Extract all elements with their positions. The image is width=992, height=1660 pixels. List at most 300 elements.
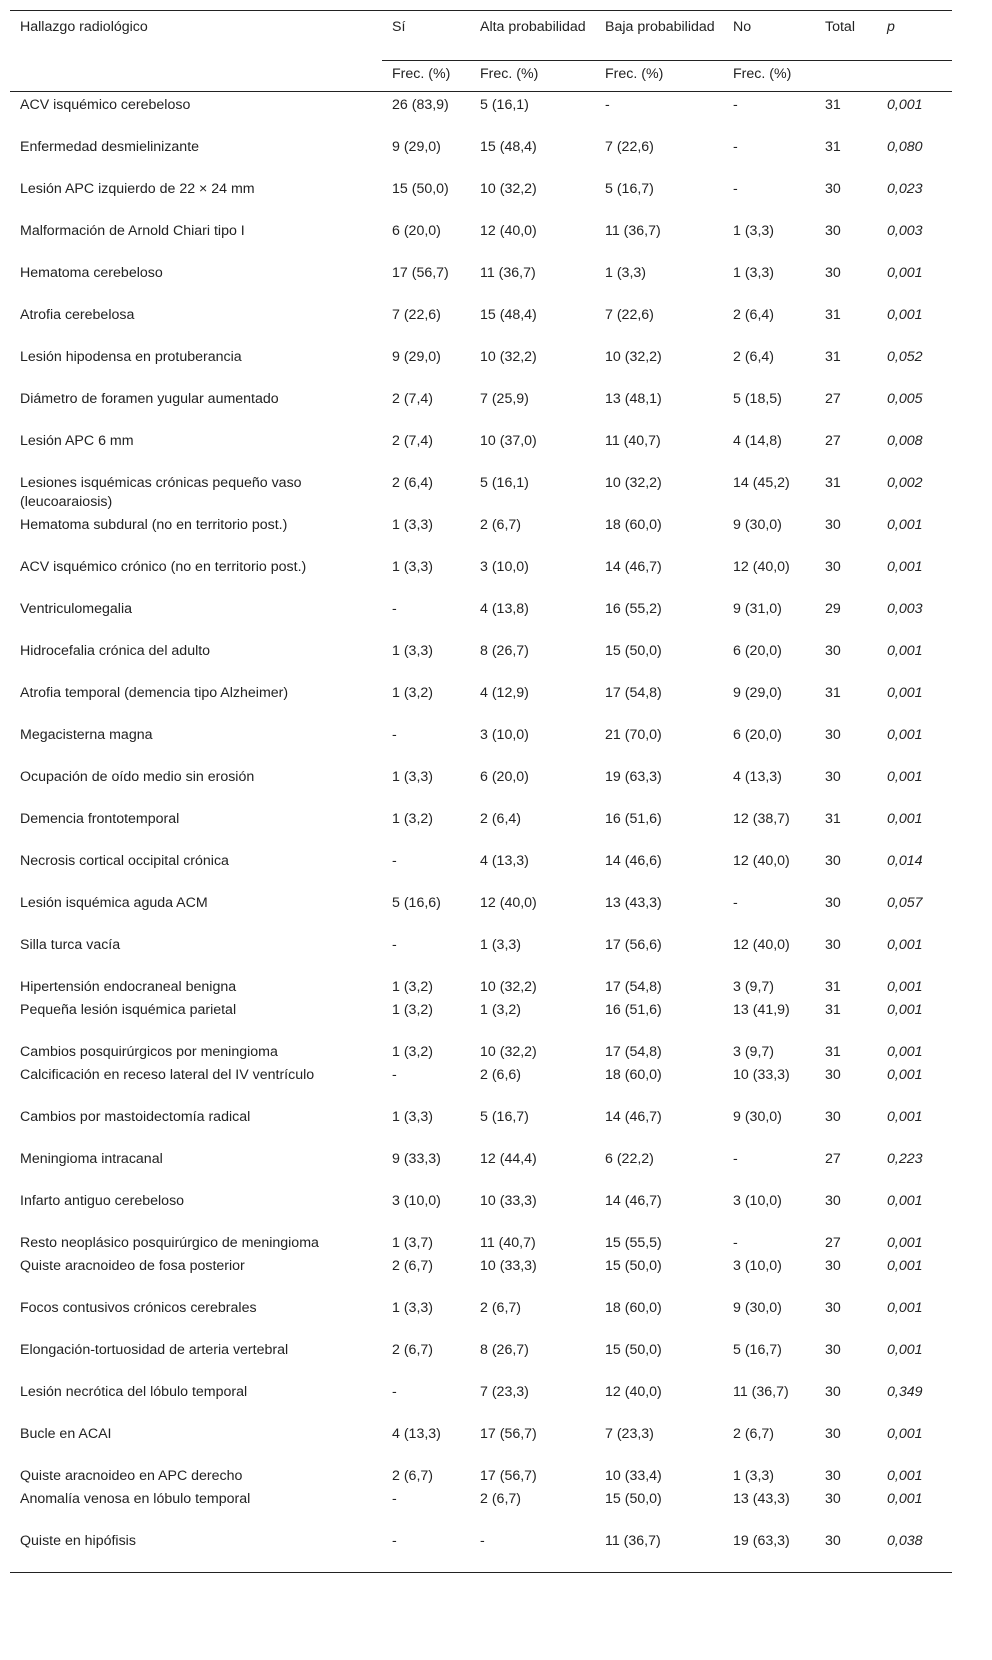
cell-p: 0,001 bbox=[887, 769, 923, 785]
table-row bbox=[10, 638, 952, 680]
cell-no: 10 (33,3) bbox=[733, 1067, 790, 1083]
cell-finding: Quiste aracnoideo de fosa posterior bbox=[20, 1258, 245, 1274]
cell-finding: Hematoma cerebeloso bbox=[20, 265, 163, 281]
cell-p: 0,001 bbox=[887, 1426, 923, 1442]
subheader-si: Frec. (%) bbox=[382, 61, 470, 92]
cell-p: 0,001 bbox=[887, 1067, 923, 1083]
cell-finding: Pequeña lesión isquémica parietal bbox=[20, 1002, 237, 1018]
cell-si: 9 (29,0) bbox=[392, 139, 441, 155]
cell-finding: Atrofia temporal (demencia tipo Alzheimer) bbox=[20, 685, 289, 701]
cell-finding: Silla turca vacía bbox=[20, 937, 121, 953]
cell-alta: 10 (37,0) bbox=[480, 433, 537, 449]
cell-finding: Demencia frontotemporal bbox=[20, 811, 180, 827]
cell-p: 0,052 bbox=[887, 349, 923, 365]
cell-finding: Quiste en hipófisis bbox=[10, 1528, 382, 1573]
header-row bbox=[10, 11, 952, 61]
cell-no: 3 (9,7) bbox=[733, 979, 775, 995]
cell-finding: Hematoma subdural (no en territorio post.) bbox=[20, 517, 288, 533]
cell-no: 2 (6,7) bbox=[733, 1426, 775, 1442]
cell-alta: 4 (13,8) bbox=[480, 601, 529, 617]
cell-alta: 10 (32,2) bbox=[480, 349, 537, 365]
cell-finding: Atrofia cerebelosa bbox=[20, 307, 135, 323]
cell-alta: 1 (3,2) bbox=[480, 1002, 522, 1018]
header-p: p bbox=[877, 11, 952, 61]
cell-finding: Cambios posquirúrgicos por meningioma bbox=[20, 1044, 278, 1060]
header-si: Sí bbox=[382, 11, 470, 61]
cell-total: 31 bbox=[825, 475, 841, 491]
cell-no: 5 (18,5) bbox=[733, 391, 782, 407]
cell-si: 1 (3,3) bbox=[392, 643, 434, 659]
subheader-baja: Frec. (%) bbox=[595, 61, 723, 92]
header-baja: Baja probabilidad bbox=[595, 11, 723, 61]
cell-total: 30 bbox=[825, 769, 841, 785]
cell-no: 4 (13,3) bbox=[733, 769, 782, 785]
header-alta: Alta probabilidad bbox=[470, 11, 595, 61]
cell-baja: 6 (22,2) bbox=[605, 1151, 654, 1167]
radiology-findings-table bbox=[10, 10, 952, 1573]
cell-baja: 13 (48,1) bbox=[605, 391, 662, 407]
cell-no: 1 (3,3) bbox=[733, 223, 775, 239]
cell-si: 26 (83,9) bbox=[392, 97, 449, 113]
cell-p: 0,001 bbox=[887, 1300, 923, 1316]
header-total: Total bbox=[815, 11, 877, 61]
cell-baja: - bbox=[605, 97, 610, 113]
table-body bbox=[10, 92, 952, 1573]
cell-no: 12 (40,0) bbox=[733, 559, 790, 575]
cell-p: 0,001 bbox=[887, 1468, 923, 1484]
cell-p: 0,349 bbox=[887, 1384, 923, 1400]
cell-finding: Meningioma intracanal bbox=[20, 1151, 163, 1167]
cell-alta: 10 (32,2) bbox=[480, 181, 537, 197]
cell-no: - bbox=[733, 895, 738, 911]
cell-si: - bbox=[392, 727, 397, 743]
cell-baja: 17 (54,8) bbox=[605, 1044, 662, 1060]
cell-total: 27 bbox=[825, 391, 841, 407]
cell-baja: 21 (70,0) bbox=[605, 727, 662, 743]
table-row bbox=[10, 1146, 952, 1188]
cell-total: 30 bbox=[815, 1528, 877, 1573]
cell-no: 1 (3,3) bbox=[733, 1468, 775, 1484]
table-row bbox=[10, 890, 952, 932]
cell-alta: 7 (23,3) bbox=[480, 1384, 529, 1400]
table-row bbox=[10, 1230, 952, 1253]
cell-p: 0,023 bbox=[887, 181, 923, 197]
cell-si: 3 (10,0) bbox=[392, 1193, 441, 1209]
cell-no: 12 (38,7) bbox=[733, 811, 790, 827]
table-row bbox=[10, 596, 952, 638]
cell-si: 2 (6,7) bbox=[392, 1342, 434, 1358]
subheader-total-empty bbox=[815, 61, 877, 92]
cell-si: 2 (6,7) bbox=[392, 1468, 434, 1484]
cell-alta: 17 (56,7) bbox=[480, 1426, 537, 1442]
cell-no: 2 (6,4) bbox=[733, 307, 775, 323]
table-row bbox=[10, 1062, 952, 1104]
cell-si: 1 (3,7) bbox=[392, 1235, 434, 1251]
cell-alta: 12 (40,0) bbox=[480, 895, 537, 911]
cell-p: 0,001 bbox=[887, 1235, 923, 1251]
cell-p: 0,003 bbox=[887, 601, 923, 617]
cell-total: 30 bbox=[825, 643, 841, 659]
table-row bbox=[10, 1528, 952, 1573]
cell-no: 3 (10,0) bbox=[733, 1258, 782, 1274]
cell-total: 30 bbox=[825, 1491, 841, 1507]
table-row bbox=[10, 764, 952, 806]
cell-no: 1 (3,3) bbox=[733, 265, 775, 281]
cell-finding: Infarto antiguo cerebeloso bbox=[20, 1193, 185, 1209]
cell-p: 0,001 bbox=[887, 1044, 923, 1060]
cell-alta: 10 (32,2) bbox=[480, 1044, 537, 1060]
cell-p: 0,001 bbox=[887, 643, 923, 659]
cell-no: 14 (45,2) bbox=[733, 475, 790, 491]
cell-alta: 2 (6,6) bbox=[480, 1067, 522, 1083]
cell-alta: 11 (36,7) bbox=[480, 265, 536, 281]
cell-no: 11 (36,7) bbox=[733, 1384, 789, 1400]
cell-p: 0,001 bbox=[887, 1491, 923, 1507]
cell-p: 0,001 bbox=[887, 685, 923, 701]
cell-si: - bbox=[392, 1384, 397, 1400]
cell-si: 1 (3,2) bbox=[392, 979, 434, 995]
cell-alta: 2 (6,4) bbox=[480, 811, 522, 827]
cell-no: 19 (63,3) bbox=[723, 1528, 815, 1573]
cell-baja: 13 (43,3) bbox=[605, 895, 662, 911]
cell-alta: 5 (16,1) bbox=[480, 475, 529, 491]
cell-p: 0,057 bbox=[887, 895, 923, 911]
cell-total: 30 bbox=[825, 1067, 841, 1083]
cell-finding: Cambios por mastoidectomía radical bbox=[20, 1109, 251, 1125]
cell-si: 1 (3,3) bbox=[392, 1109, 434, 1125]
cell-p: 0,005 bbox=[887, 391, 923, 407]
table-row bbox=[10, 806, 952, 848]
cell-baja: 7 (22,6) bbox=[605, 139, 654, 155]
cell-total: 27 bbox=[825, 433, 841, 449]
cell-baja: 11 (36,7) bbox=[595, 1528, 723, 1573]
cell-baja: 12 (40,0) bbox=[605, 1384, 662, 1400]
cell-alta: 5 (16,7) bbox=[480, 1109, 529, 1125]
cell-p: 0,014 bbox=[887, 853, 923, 869]
cell-total: 30 bbox=[825, 937, 841, 953]
cell-si: 15 (50,0) bbox=[392, 181, 449, 197]
cell-baja: 5 (16,7) bbox=[605, 181, 654, 197]
cell-finding: Lesiones isquémicas crónicas pequeño vaso (leucoaraiosis) bbox=[20, 475, 302, 510]
cell-alta: 15 (48,4) bbox=[480, 307, 537, 323]
cell-si: 1 (3,3) bbox=[392, 559, 434, 575]
results-table-container bbox=[10, 10, 952, 1573]
cell-alta: 1 (3,3) bbox=[480, 937, 522, 953]
cell-alta: 8 (26,7) bbox=[480, 1342, 529, 1358]
table-row bbox=[10, 344, 952, 386]
table-row bbox=[10, 92, 952, 135]
cell-total: 30 bbox=[825, 223, 841, 239]
cell-p: 0,001 bbox=[887, 559, 923, 575]
cell-baja: 11 (36,7) bbox=[605, 223, 661, 239]
table-row bbox=[10, 1039, 952, 1062]
subheader-no: Frec. (%) bbox=[723, 61, 815, 92]
table-row bbox=[10, 1337, 952, 1379]
cell-baja: 14 (46,7) bbox=[605, 1193, 662, 1209]
cell-total: 30 bbox=[825, 1258, 841, 1274]
cell-total: 27 bbox=[825, 1235, 841, 1251]
cell-si: 17 (56,7) bbox=[392, 265, 449, 281]
table-row bbox=[10, 470, 952, 512]
cell-finding: Ocupación de oído medio sin erosión bbox=[20, 769, 255, 785]
cell-no: - bbox=[733, 139, 738, 155]
table-row bbox=[10, 512, 952, 554]
cell-si: 6 (20,0) bbox=[392, 223, 441, 239]
cell-p: 0,001 bbox=[887, 265, 923, 281]
cell-si: 9 (29,0) bbox=[392, 349, 441, 365]
cell-p: 0,001 bbox=[887, 937, 923, 953]
cell-no: 3 (9,7) bbox=[733, 1044, 775, 1060]
cell-p: 0,001 bbox=[887, 307, 923, 323]
cell-p: 0,003 bbox=[887, 223, 923, 239]
cell-finding: Malformación de Arnold Chiari tipo I bbox=[20, 223, 245, 239]
cell-total: 30 bbox=[825, 1193, 841, 1209]
table-row bbox=[10, 722, 952, 764]
cell-alta: 5 (16,1) bbox=[480, 97, 529, 113]
cell-total: 31 bbox=[825, 979, 841, 995]
cell-no: 3 (10,0) bbox=[733, 1193, 782, 1209]
cell-alta: 10 (33,3) bbox=[480, 1193, 537, 1209]
cell-no: 9 (30,0) bbox=[733, 1300, 782, 1316]
cell-baja: 1 (3,3) bbox=[605, 265, 647, 281]
table-row bbox=[10, 1295, 952, 1337]
cell-baja: 15 (50,0) bbox=[605, 1342, 662, 1358]
cell-baja: 14 (46,7) bbox=[605, 1109, 662, 1125]
cell-baja: 16 (51,6) bbox=[605, 1002, 662, 1018]
cell-si: 4 (13,3) bbox=[392, 1426, 441, 1442]
cell-alta: 8 (26,7) bbox=[480, 643, 529, 659]
cell-total: 31 bbox=[825, 1044, 841, 1060]
cell-total: 31 bbox=[825, 349, 841, 365]
cell-total: 31 bbox=[825, 811, 841, 827]
cell-baja: 18 (60,0) bbox=[605, 1300, 662, 1316]
cell-no: 12 (40,0) bbox=[733, 937, 790, 953]
cell-finding: Lesión APC izquierdo de 22 × 24 mm bbox=[20, 181, 255, 197]
table-row bbox=[10, 134, 952, 176]
cell-no: - bbox=[733, 97, 738, 113]
cell-baja: 14 (46,7) bbox=[605, 559, 662, 575]
cell-p: 0,001 bbox=[887, 811, 923, 827]
cell-no: 6 (20,0) bbox=[733, 727, 782, 743]
cell-si: 7 (22,6) bbox=[392, 307, 441, 323]
cell-si: 1 (3,3) bbox=[392, 517, 434, 533]
cell-si: 9 (33,3) bbox=[392, 1151, 441, 1167]
cell-total: 30 bbox=[825, 1384, 841, 1400]
cell-baja: 17 (54,8) bbox=[605, 979, 662, 995]
cell-finding: Hipertensión endocraneal benigna bbox=[20, 979, 237, 995]
cell-si: 2 (6,4) bbox=[392, 475, 434, 491]
cell-alta: 3 (10,0) bbox=[480, 559, 529, 575]
cell-total: 30 bbox=[825, 265, 841, 281]
cell-total: 30 bbox=[825, 895, 841, 911]
header-finding: Hallazgo radiológico bbox=[10, 11, 382, 61]
cell-total: 30 bbox=[825, 1426, 841, 1442]
cell-baja: 15 (50,0) bbox=[605, 1491, 662, 1507]
cell-alta: 10 (33,3) bbox=[480, 1258, 537, 1274]
cell-no: 4 (14,8) bbox=[733, 433, 782, 449]
cell-si: 1 (3,2) bbox=[392, 1044, 434, 1060]
cell-si: - bbox=[392, 853, 397, 869]
cell-finding: Lesión APC 6 mm bbox=[20, 433, 134, 449]
cell-si: 2 (6,7) bbox=[392, 1258, 434, 1274]
cell-total: 30 bbox=[825, 559, 841, 575]
cell-baja: 16 (55,2) bbox=[605, 601, 662, 617]
cell-si: 1 (3,3) bbox=[392, 769, 434, 785]
table-row bbox=[10, 997, 952, 1039]
cell-p: 0,001 bbox=[887, 1258, 923, 1274]
cell-alta: 4 (13,3) bbox=[480, 853, 529, 869]
cell-no: 6 (20,0) bbox=[733, 643, 782, 659]
cell-no: 9 (30,0) bbox=[733, 1109, 782, 1125]
cell-si: 1 (3,2) bbox=[392, 685, 434, 701]
cell-finding: Calcificación en receso lateral del IV ventrículo bbox=[20, 1067, 315, 1083]
header-no: No bbox=[723, 11, 815, 61]
cell-alta: 12 (40,0) bbox=[480, 223, 537, 239]
cell-total: 30 bbox=[825, 1468, 841, 1484]
cell-p: 0,001 bbox=[887, 1109, 923, 1125]
cell-baja: 17 (56,6) bbox=[605, 937, 662, 953]
cell-alta: 10 (32,2) bbox=[480, 979, 537, 995]
cell-finding: Enfermedad desmielinizante bbox=[20, 139, 200, 155]
cell-baja: 18 (60,0) bbox=[605, 1067, 662, 1083]
cell-no: 13 (41,9) bbox=[733, 1002, 790, 1018]
cell-finding: Necrosis cortical occipital crónica bbox=[20, 853, 229, 869]
cell-p: 0,080 bbox=[887, 139, 923, 155]
cell-finding: ACV isquémico crónico (no en territorio post.) bbox=[20, 559, 307, 575]
cell-alta: 12 (44,4) bbox=[480, 1151, 537, 1167]
cell-total: 31 bbox=[825, 307, 841, 323]
cell-no: 9 (31,0) bbox=[733, 601, 782, 617]
cell-si: - bbox=[392, 1491, 397, 1507]
cell-baja: 10 (32,2) bbox=[605, 349, 662, 365]
cell-finding: Lesión isquémica aguda ACM bbox=[20, 895, 208, 911]
cell-finding: Megacisterna magna bbox=[20, 727, 153, 743]
cell-baja: 15 (50,0) bbox=[605, 1258, 662, 1274]
cell-baja: 16 (51,6) bbox=[605, 811, 662, 827]
cell-total: 31 bbox=[825, 97, 841, 113]
cell-baja: 19 (63,3) bbox=[605, 769, 662, 785]
cell-no: 12 (40,0) bbox=[733, 853, 790, 869]
cell-si: 1 (3,2) bbox=[392, 811, 434, 827]
cell-total: 30 bbox=[825, 853, 841, 869]
cell-si: 2 (7,4) bbox=[392, 391, 434, 407]
cell-p: 0,001 bbox=[887, 517, 923, 533]
cell-p: 0,001 bbox=[887, 1002, 923, 1018]
table-row bbox=[10, 176, 952, 218]
table-row bbox=[10, 1463, 952, 1486]
table-row bbox=[10, 1253, 952, 1295]
cell-baja: 10 (33,4) bbox=[605, 1468, 662, 1484]
cell-finding: Hidrocefalia crónica del adulto bbox=[20, 643, 211, 659]
cell-si: - bbox=[382, 1528, 470, 1573]
subheader-p-empty bbox=[877, 61, 952, 92]
cell-baja: 14 (46,6) bbox=[605, 853, 662, 869]
cell-si: 2 (7,4) bbox=[392, 433, 434, 449]
cell-alta: 4 (12,9) bbox=[480, 685, 529, 701]
cell-p: 0,001 bbox=[887, 1342, 923, 1358]
table-row bbox=[10, 848, 952, 890]
cell-total: 30 bbox=[825, 1109, 841, 1125]
table-row bbox=[10, 1104, 952, 1146]
cell-finding: Bucle en ACAI bbox=[20, 1426, 112, 1442]
cell-no: 5 (16,7) bbox=[733, 1342, 782, 1358]
cell-no: 13 (43,3) bbox=[733, 1491, 790, 1507]
table-row bbox=[10, 1421, 952, 1463]
cell-no: 2 (6,4) bbox=[733, 349, 775, 365]
table-row bbox=[10, 1379, 952, 1421]
cell-baja: 7 (22,6) bbox=[605, 307, 654, 323]
cell-alta: - bbox=[470, 1528, 595, 1573]
table-row bbox=[10, 554, 952, 596]
cell-alta: 17 (56,7) bbox=[480, 1468, 537, 1484]
cell-finding: Diámetro de foramen yugular aumentado bbox=[20, 391, 279, 407]
table-row bbox=[10, 1486, 952, 1528]
cell-total: 31 bbox=[825, 685, 841, 701]
table-row bbox=[10, 932, 952, 974]
table-row bbox=[10, 1188, 952, 1230]
table-row bbox=[10, 260, 952, 302]
cell-finding: Lesión necrótica del lóbulo temporal bbox=[20, 1384, 248, 1400]
cell-finding: Elongación-tortuosidad de arteria vertebral bbox=[20, 1342, 289, 1358]
cell-alta: 6 (20,0) bbox=[480, 769, 529, 785]
subheader-row bbox=[10, 61, 952, 92]
cell-total: 31 bbox=[825, 139, 841, 155]
cell-alta: 2 (6,7) bbox=[480, 1491, 522, 1507]
cell-baja: 18 (60,0) bbox=[605, 517, 662, 533]
cell-si: - bbox=[392, 601, 397, 617]
cell-total: 29 bbox=[825, 601, 841, 617]
cell-total: 30 bbox=[825, 1300, 841, 1316]
cell-baja: 7 (23,3) bbox=[605, 1426, 654, 1442]
table-row bbox=[10, 386, 952, 428]
cell-baja: 15 (55,5) bbox=[605, 1235, 662, 1251]
subheader-empty bbox=[10, 61, 382, 92]
cell-alta: 2 (6,7) bbox=[480, 1300, 522, 1316]
cell-alta: 3 (10,0) bbox=[480, 727, 529, 743]
cell-no: - bbox=[733, 181, 738, 197]
cell-no: 9 (30,0) bbox=[733, 517, 782, 533]
table-row bbox=[10, 974, 952, 997]
cell-baja: 10 (32,2) bbox=[605, 475, 662, 491]
cell-alta: 7 (25,9) bbox=[480, 391, 529, 407]
cell-finding: Quiste aracnoideo en APC derecho bbox=[20, 1468, 243, 1484]
cell-finding: Lesión hipodensa en protuberancia bbox=[20, 349, 242, 365]
table-row bbox=[10, 218, 952, 260]
table-header bbox=[10, 11, 952, 92]
cell-si: 5 (16,6) bbox=[392, 895, 441, 911]
cell-finding: Anomalía venosa en lóbulo temporal bbox=[20, 1491, 251, 1507]
cell-finding: Resto neoplásico posquirúrgico de meningioma bbox=[20, 1235, 319, 1251]
cell-alta: 2 (6,7) bbox=[480, 517, 522, 533]
cell-alta: 15 (48,4) bbox=[480, 139, 537, 155]
cell-p: 0,008 bbox=[887, 433, 923, 449]
cell-finding: ACV isquémico cerebeloso bbox=[20, 97, 191, 113]
cell-p: 0,038 bbox=[877, 1528, 952, 1573]
subheader-alta: Frec. (%) bbox=[470, 61, 595, 92]
cell-p: 0,002 bbox=[887, 475, 923, 491]
cell-si: 1 (3,3) bbox=[392, 1300, 434, 1316]
cell-total: 30 bbox=[825, 517, 841, 533]
cell-alta: 11 (40,7) bbox=[480, 1235, 536, 1251]
cell-total: 31 bbox=[825, 1002, 841, 1018]
cell-baja: 17 (54,8) bbox=[605, 685, 662, 701]
cell-p: 0,001 bbox=[887, 727, 923, 743]
cell-finding: Ventriculomegalia bbox=[20, 601, 132, 617]
cell-no: 9 (29,0) bbox=[733, 685, 782, 701]
table-row bbox=[10, 302, 952, 344]
cell-total: 30 bbox=[825, 1342, 841, 1358]
cell-total: 27 bbox=[825, 1151, 841, 1167]
